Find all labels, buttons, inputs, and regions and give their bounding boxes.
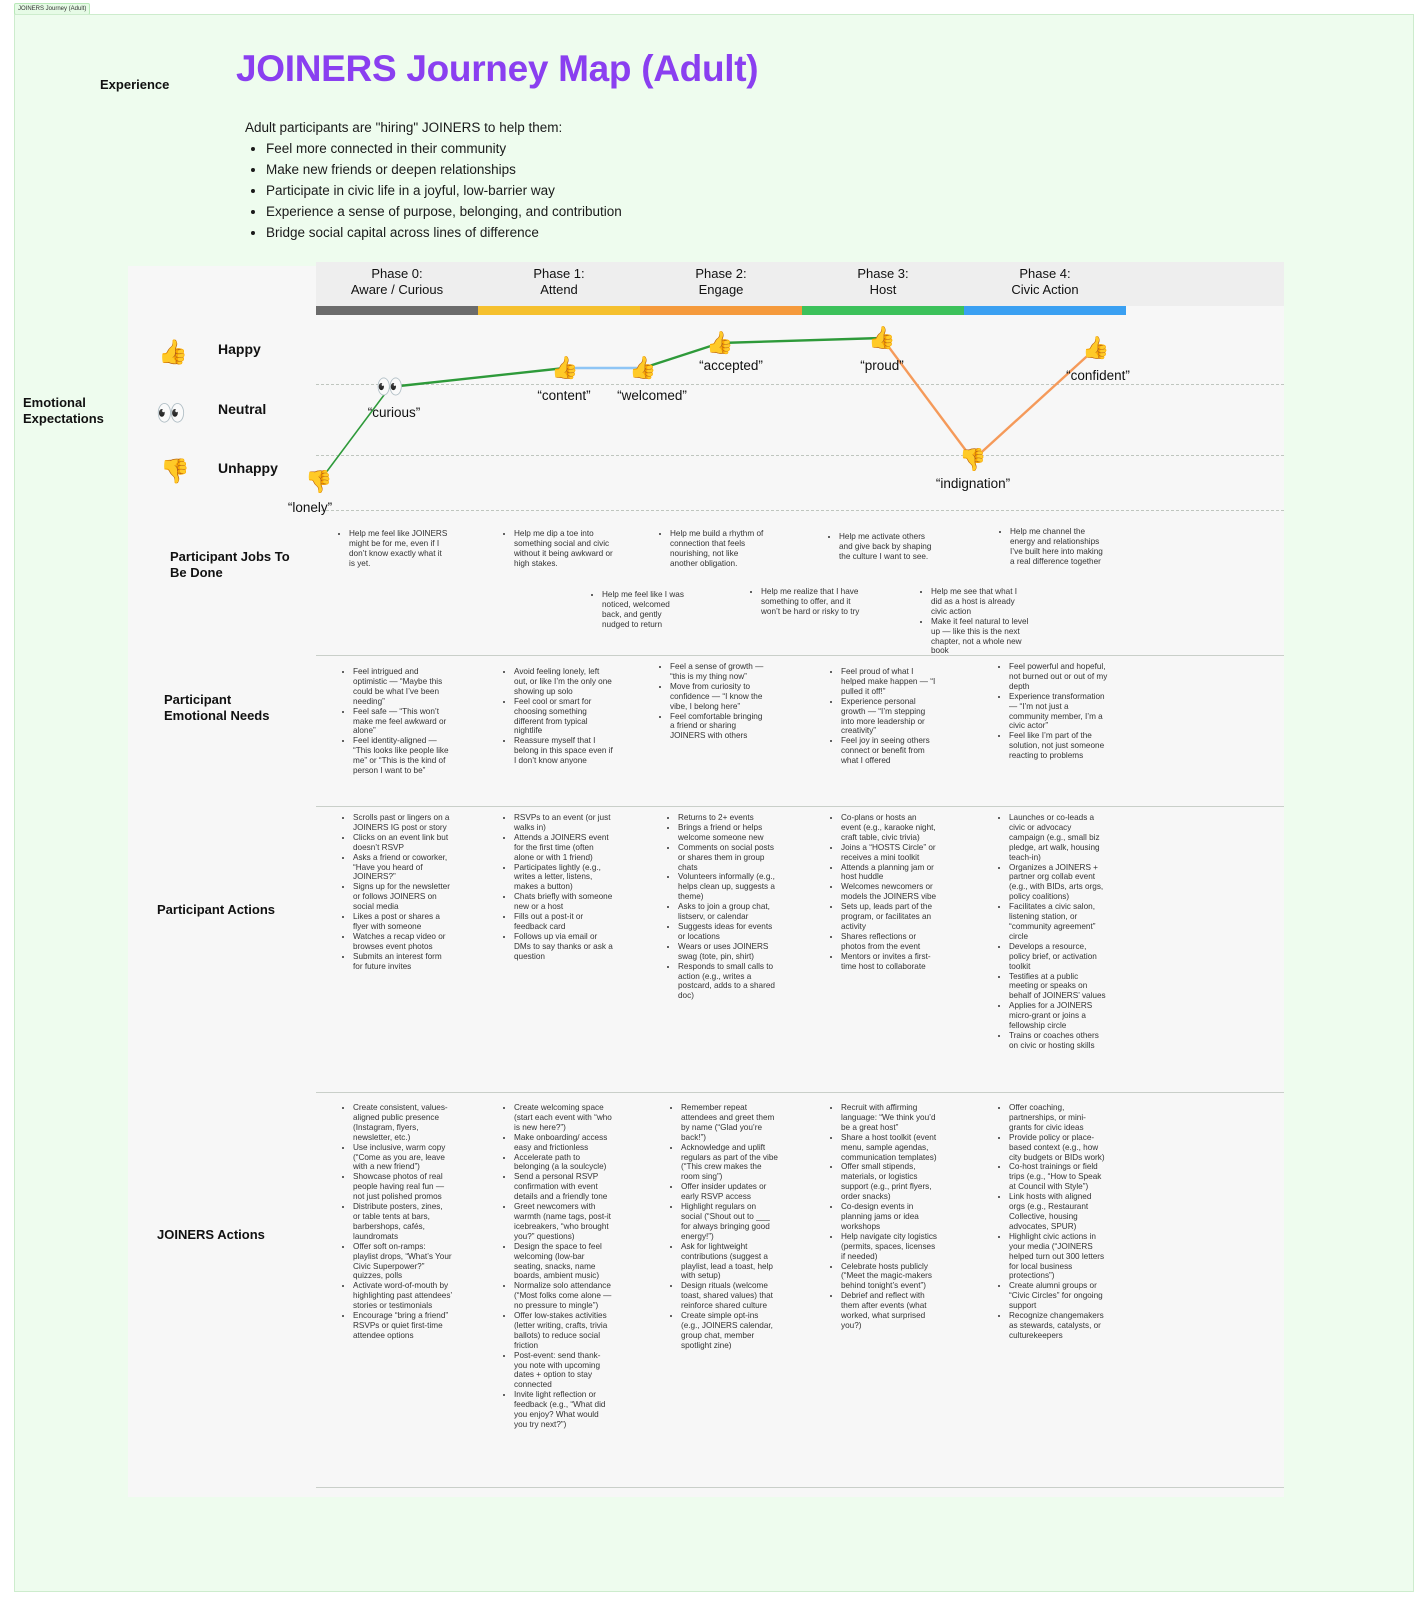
bullet-item: • Watches a recap video or browses event photos [353, 932, 452, 952]
bullet-item: • Make it feel natural to level up — like this is the next chapter, not a whole new book [931, 617, 1030, 657]
bullet-item: • Highlight regulars on social (“Shout out to ___ for always bringing good energy!”) [681, 1202, 778, 1242]
bullet-item: • Volunteers informally (e.g., helps clean up, suggests a theme) [678, 872, 775, 902]
needs-cell [1000, 662, 1108, 761]
jobs-cell [661, 529, 765, 569]
curve-segment [390, 368, 565, 387]
bullet-item: • Help me feel like JOINERS might be for me, even if I don’t know exactly what it is yet. [349, 529, 448, 569]
bullet-item: • Co-plans or hosts an event (e.g., karaoke night, craft table, civic trivia) [841, 813, 938, 843]
bullet-item: • Offer low-stakes activities (letter writing, crafts, trivia ballots) to reduce social friction [514, 1311, 613, 1351]
bullet-item: • Suggests ideas for events or locations [678, 922, 775, 942]
jobs-to-be-done-label: Participant Jobs To Be Done [170, 549, 290, 580]
eyes-icon: 👀 [156, 400, 186, 427]
bullet-item: • Feel intrigued and optimistic — “Maybe this could be what I’ve been needing” [353, 667, 452, 707]
bullet-item: • Highlight civic actions in your media (“JOINERS helped turn out 300 letters for local business protections”) [1009, 1232, 1108, 1282]
bullet-item: • Help me see that what I did as a host is already civic action [931, 587, 1030, 617]
happy-label: Happy [218, 341, 261, 357]
bullet-item: • Participates lightly (e.g., writes a letter, listens, makes a button) [514, 863, 613, 893]
bullet-item: • Move from curiosity to confidence — “I know the vibe, I belong here” [670, 682, 767, 712]
bullet-item: • Mentors or invites a first-time host to collaborate [841, 952, 938, 972]
bullet-item: • Wears or uses JOINERS swag (tote, pin, shirt) [678, 942, 775, 962]
bullet-item: • Co-host trainings or field trips (e.g., “How to Speak at Council with Style”) [1009, 1162, 1108, 1192]
bullet-item: • Acknowledge and uplift regulars as part of the vibe (“This crew makes the room sing”) [681, 1143, 778, 1183]
bullet-item: • Feel comfortable bringing a friend or sharing JOINERS with others [670, 712, 767, 742]
row-divider [316, 655, 1284, 656]
bullet-item: • Signs up for the newsletter or follows JOINERS on social media [353, 882, 452, 912]
jobs-cell [752, 587, 860, 617]
actions-cell [344, 813, 452, 972]
intro-bullet: • Make new friends or deepen relationships [266, 159, 622, 180]
point-label-content: “content” [537, 388, 591, 403]
bullet-item: • Feel like I’m part of the solution, not just someone reacting to problems [1009, 731, 1108, 761]
phase-4-number: Phase 4: [1019, 266, 1071, 281]
intro-bullet: • Experience a sense of purpose, belonging, and contribution [266, 201, 622, 222]
bullet-item: • Follows up via email or DMs to say thanks or ask a question [514, 932, 613, 962]
bullet-item: • Design the space to feel welcoming (low-bar seating, snacks, name boards, ambient music) [514, 1242, 613, 1282]
actions-cell [669, 813, 775, 1001]
bullet-item: • Trains or coaches others on civic or hosting skills [1009, 1031, 1108, 1051]
bullet-item: • Launches or co-leads a civic or advocacy campaign (e.g., small biz pledge, art walk, housing teach-in) [1009, 813, 1108, 863]
jobs-cell [922, 587, 1030, 656]
phase-0-number: Phase 0: [371, 266, 423, 281]
bullet-item: • Create consistent, values-aligned public presence (Instagram, flyers, newsletter, etc.) [353, 1103, 452, 1143]
bullet-item: • Feel safe — “This won’t make me feel awkward or alone” [353, 707, 452, 737]
bullet-item: • Remember repeat attendees and greet them by name (“Glad you’re back!”) [681, 1103, 778, 1143]
bullet-item: • Recruit with affirming language: “We think you’d be a great host” [841, 1103, 938, 1133]
point-label-indignation: “indignation” [935, 476, 1011, 491]
phase-3-name: Host [869, 282, 897, 297]
curve-segment [882, 338, 973, 460]
joiners-actions-cell [832, 1103, 938, 1331]
bullet-item: • Post-event: send thank-you note with upcoming dates + option to stay connected [514, 1351, 613, 1391]
bullet-item: • Invite light reflection or feedback (e.g., “What did you enjoy? What would you try next?”) [514, 1390, 613, 1430]
joiners-actions-cell [672, 1103, 778, 1351]
needs-cell [505, 667, 613, 766]
bullet-item: • Attends a JOINERS event for the first time (often alone or with 1 friend) [514, 833, 613, 863]
bullet-item: • Returns to 2+ events [678, 813, 775, 823]
bullet-item: • Send a personal RSVP confirmation with event details and a friendly tone [514, 1172, 613, 1202]
bullet-item: • Offer soft on-ramps: playlist drops, “What’s Your Civic Superpower?” quizzes, polls [353, 1242, 452, 1282]
intro-bullet: • Feel more connected in their community [266, 138, 622, 159]
curve-segment [973, 348, 1096, 460]
bullet-item: • Feel cool or smart for choosing something different from typical nightlife [514, 697, 613, 737]
actions-cell [505, 813, 613, 962]
row-divider [316, 1092, 1284, 1093]
jobs-cell [1001, 527, 1109, 567]
phase-0-name: Aware / Curious [350, 282, 444, 297]
experience-label: Experience [100, 77, 170, 92]
bullet-item: • Experience personal growth — “I’m stepping into more leadership or creativity” [841, 697, 938, 737]
bullet-item: • Facilitates a civic salon, listening station, or “community agreement” circle [1009, 902, 1108, 942]
page-title: JOINERS Journey Map (Adult) [236, 48, 759, 89]
bullet-item: • Normalize solo attendance (“Most folks come alone — no pressure to mingle”) [514, 1281, 613, 1311]
actions-cell [1000, 813, 1108, 1051]
thumbs-up-icon: 👍 [868, 325, 896, 350]
bullet-item: • Greet newcomers with warmth (name tags, post-it icebreakers, “who brought you?” questions) [514, 1202, 613, 1242]
curve-segment [720, 338, 882, 343]
point-label-accepted: “accepted” [699, 358, 763, 373]
bullet-item: • Encourage “bring a friend” RSVPs or quiet first-time attendee options [353, 1311, 452, 1341]
bullet-item: • Design rituals (welcome toast, shared values) that reinforce shared culture [681, 1281, 778, 1311]
bullet-item: • Share a host toolkit (event menu, sample agendas, communication templates) [841, 1133, 938, 1163]
bullet-item: • Reassure myself that I belong in this space even if I don’t know anyone [514, 736, 613, 766]
joiners-actions-cell [1000, 1103, 1108, 1341]
bullet-item: • Sets up, leads part of the program, or facilitates an activity [841, 902, 938, 932]
frame-tag[interactable]: JOINERS Journey (Adult) [14, 3, 90, 15]
jobs-cell [593, 590, 689, 630]
bullet-item: • Showcase photos of real people having real fun — not just polished promos [353, 1172, 452, 1202]
phase-4-name: Civic Action [1011, 282, 1079, 297]
unhappy-label: Unhappy [218, 460, 278, 476]
bullet-item: • Asks a friend or coworker, “Have you heard of JOINERS?” [353, 853, 452, 883]
thumbs-up-icon: 👍 [1082, 335, 1110, 360]
bullet-item: • Provide policy or place-based context (e.g., how city budgets or BIDs work) [1009, 1133, 1108, 1163]
jobs-cell [340, 529, 448, 569]
bullet-item: • Submits an interest form for future invites [353, 952, 452, 972]
jobs-cell [505, 529, 613, 569]
bullet-item: • Create alumni groups or “Civic Circles” for ongoing support [1009, 1281, 1108, 1311]
point-label-proud: “proud” [860, 358, 904, 373]
joiners-actions-cell [344, 1103, 452, 1341]
thumbs-up-icon: 👍 [551, 355, 579, 380]
phase-2-name: Engage [698, 282, 744, 297]
bullet-item: • Debrief and reflect with them after events (what worked, what surprised you?) [841, 1291, 938, 1331]
joiners-actions-cell [505, 1103, 613, 1430]
phase-1-name: Attend [540, 282, 578, 297]
bullet-item: • Applies for a JOINERS micro-grant or joins a fellowship circle [1009, 1001, 1108, 1031]
phase-3-number: Phase 3: [857, 266, 909, 281]
thumbs-down-icon: 👎 [959, 447, 987, 472]
needs-cell [344, 667, 452, 776]
bullet-item: • Joins a “HOSTS Circle” or receives a mini toolkit [841, 843, 938, 863]
curve-segment [319, 387, 390, 482]
needs-cell [832, 667, 938, 766]
bullet-item: • Help me dip a toe into something social and civic without it being awkward or high stakes. [514, 529, 613, 569]
bullet-item: • Feel joy in seeing others connect or benefit from what I offered [841, 736, 938, 766]
thumbs-down-icon: 👎 [305, 469, 333, 494]
bullet-item: • Help me realize that I have something to offer, and it won’t be hard or risky to try [761, 587, 860, 617]
bullet-item: • Accelerate path to belonging (a la soulcycle) [514, 1153, 613, 1173]
bullet-item: • Help me build a rhythm of connection that feels nourishing, not like another obligation. [670, 529, 765, 569]
bullet-item: • Ask for lightweight contributions (suggest a playlist, lead a toast, help with setup) [681, 1242, 778, 1282]
phase-1-number: Phase 1: [533, 266, 585, 281]
bullet-item: • Help me channel the energy and relationships I’ve built here into making a real difference together [1010, 527, 1109, 567]
bullet-item: • Attends a planning jam or host huddle [841, 863, 938, 883]
bullet-item: • Distribute posters, zines, or table tents at bars, barbershops, cafés, laundromats [353, 1202, 452, 1242]
bullet-item: • Clicks on an event link but doesn’t RSVP [353, 833, 452, 853]
thumbs-down-icon: 👎 [160, 458, 190, 485]
bullet-item: • Chats briefly with someone new or a host [514, 892, 613, 912]
bullet-item: • Avoid feeling lonely, left out, or like I’m the only one showing up solo [514, 667, 613, 697]
bullet-item: • Shares reflections or photos from the event [841, 932, 938, 952]
bullet-item: • Asks to join a group chat, listserv, or calendar [678, 902, 775, 922]
emotional-expectations-label: Emotional Expectations [23, 395, 104, 426]
row-divider [316, 806, 1284, 807]
bullet-item: • RSVPs to an event (or just walks in) [514, 813, 613, 833]
joiners-actions-label: JOINERS Actions [157, 1227, 265, 1242]
bullet-item: • Celebrate hosts publicly (“Meet the magic-makers behind tonight’s event”) [841, 1262, 938, 1292]
bullet-item: • Help me activate others and give back by shaping the culture I want to see. [839, 532, 936, 562]
point-label-lonely: “lonely” [287, 500, 333, 515]
bullet-item: • Fills out a post-it or feedback card [514, 912, 613, 932]
intro-bullet: • Bridge social capital across lines of difference [266, 222, 622, 243]
bullet-item: • Feel powerful and hopeful, not burned out or out of my depth [1009, 662, 1108, 692]
point-label-confident: “confident” [1066, 368, 1130, 383]
bullet-item: • Link hosts with aligned orgs (e.g., Restaurant Collective, housing advocates, SPUR) [1009, 1192, 1108, 1232]
bullet-item: • Create welcoming space (start each event with “who is new here?”) [514, 1103, 613, 1133]
bullet-item: • Create simple opt-ins (e.g., JOINERS calendar, group chat, member spotlight zine) [681, 1311, 778, 1351]
actions-cell [832, 813, 938, 972]
bullet-item: • Comments on social posts or shares them in group chats [678, 843, 775, 873]
bullet-item: • Help me feel like I was noticed, welcomed back, and gently nudged to return [602, 590, 689, 630]
bullet-item: • Offer small stipends, materials, or logistics support (e.g., print flyers, order snacks) [841, 1162, 938, 1202]
bullet-item: • Help navigate city logistics (permits, spaces, licenses if needed) [841, 1232, 938, 1262]
bullet-item: • Feel proud of what I helped make happen — “I pulled it off!” [841, 667, 938, 697]
bullet-item: • Make onboarding/ access easy and frictionless [514, 1133, 613, 1153]
intro-lead: Adult participants are "hiring" JOINERS to help them: [245, 120, 563, 135]
bullet-item: • Recognize changemakers as stewards, catalysts, or culturekeepers [1009, 1311, 1108, 1341]
bullet-item: • Likes a post or shares a flyer with someone [353, 912, 452, 932]
emotional-needs-label: Participant Emotional Needs [164, 692, 270, 723]
jobs-cell [830, 532, 936, 562]
point-label-welcomed: “welcomed” [617, 388, 687, 403]
bullet-item: • Offer coaching, partnerships, or mini-grants for civic ideas [1009, 1103, 1108, 1133]
participant-actions-label: Participant Actions [157, 902, 275, 917]
bullet-item: • Feel a sense of growth — “this is my thing now” [670, 662, 767, 682]
bullet-item: • Brings a friend or helps welcome someone new [678, 823, 775, 843]
thumbs-up-icon: 👍 [706, 330, 734, 355]
bullet-item: • Feel identity-aligned — “This looks like people like me” or “This is the kind of person I want to be” [353, 736, 452, 776]
thumbs-up-icon: 👍 [629, 355, 657, 380]
phase-2-number: Phase 2: [695, 266, 747, 281]
intro-bullet: • Participate in civic life in a joyful, low-barrier way [266, 180, 622, 201]
point-label-curious: “curious” [367, 405, 421, 420]
bullet-item: • Develops a resource, policy brief, or activation toolkit [1009, 942, 1108, 972]
eyes-icon: 👀 [376, 374, 404, 399]
bullet-item: • Scrolls past or lingers on a JOINERS IG post or story [353, 813, 452, 833]
row-divider [316, 1487, 1284, 1488]
bullet-item: • Offer insider updates or early RSVP access [681, 1182, 778, 1202]
neutral-label: Neutral [218, 401, 267, 417]
thumbs-up-icon: 👍 [158, 339, 188, 366]
bullet-item: • Activate word-of-mouth by highlighting past attendees’ stories or testimonials [353, 1281, 452, 1311]
needs-cell [661, 662, 767, 741]
bullet-item: • Responds to small calls to action (e.g., writes a postcard, adds to a shared doc) [678, 962, 775, 1002]
bullet-item: • Testifies at a public meeting or speaks on behalf of JOINERS’ values [1009, 972, 1108, 1002]
bullet-item: • Experience transformation — “I’m not just a community member, I’m a civic actor” [1009, 692, 1108, 732]
bullet-item: • Co-design events in planning jams or idea workshops [841, 1202, 938, 1232]
bullet-item: • Use inclusive, warm copy (“Come as you are, leave with a new friend”) [353, 1143, 452, 1173]
bullet-item: • Organizes a JOINERS + partner org collab event (e.g., with BIDs, arts orgs, policy coalitions) [1009, 863, 1108, 903]
bullet-item: • Welcomes newcomers or models the JOINERS vibe [841, 882, 938, 902]
